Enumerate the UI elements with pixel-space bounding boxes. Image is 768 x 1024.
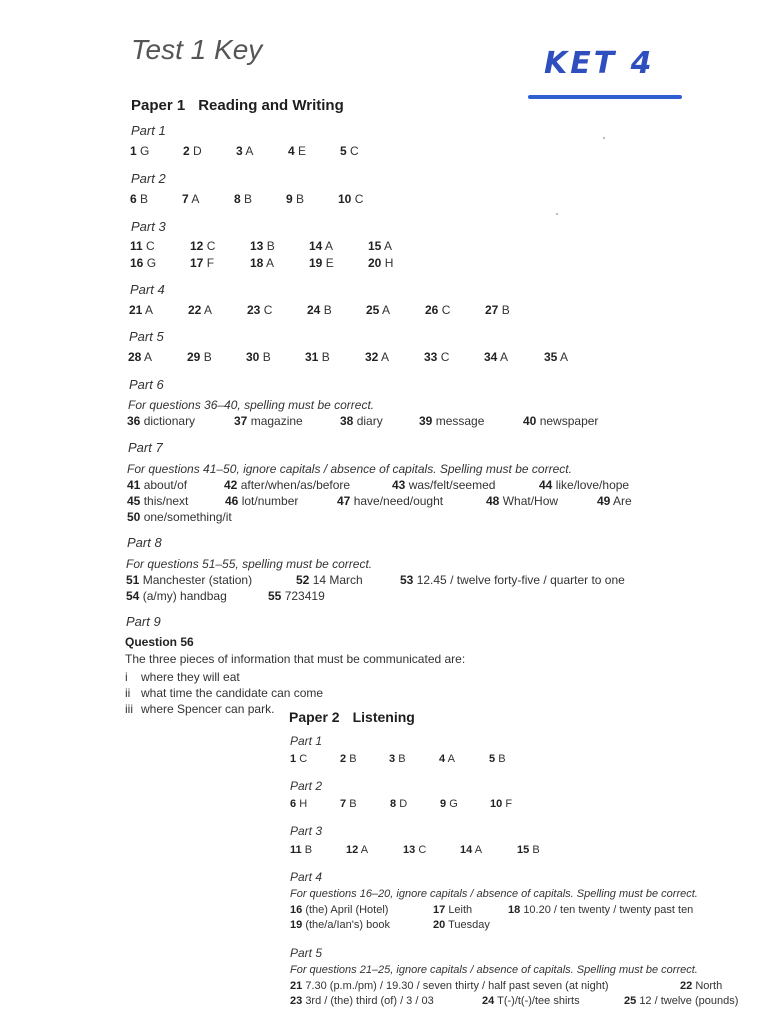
scan-speck xyxy=(603,137,605,139)
answer-item: 1 C xyxy=(290,753,308,765)
answer-item: 1 G xyxy=(130,144,150,158)
answer-item: 23 C xyxy=(247,303,273,317)
answer-item: 11 B xyxy=(290,844,313,856)
answer-item: 2 B xyxy=(340,753,357,765)
answer-item: 7 B xyxy=(340,798,357,810)
answer-item: 9 B xyxy=(286,192,305,206)
answer-item: 10 F xyxy=(490,798,513,810)
answer-item: 54 (a/my) handbag xyxy=(126,589,227,603)
answer-item: 6 B xyxy=(130,192,149,206)
answer-item: 24 B xyxy=(307,303,332,317)
p1-part2-label: Part 2 xyxy=(131,171,166,186)
answer-item: 22 A xyxy=(188,303,213,317)
answer-item: 35 A xyxy=(544,350,569,364)
p1-part6-instruction: For questions 36–40, spelling must be correct. xyxy=(128,398,375,412)
p1-part7-label: Part 7 xyxy=(128,440,163,455)
p1-part1-label: Part 1 xyxy=(131,123,166,138)
scan-speck xyxy=(556,213,558,215)
p2-part3-label: Part 3 xyxy=(290,824,323,838)
answer-item: 20 Tuesday xyxy=(433,919,490,931)
answer-item: 14 A xyxy=(309,239,334,253)
answer-item: 23 3rd / (the) third (of) / 3 / 03 xyxy=(290,995,434,1007)
answer-item: 25 A xyxy=(366,303,391,317)
answer-item: 7 A xyxy=(182,192,200,206)
question-56-heading: Question 56 xyxy=(125,635,194,649)
p2-part1-label: Part 1 xyxy=(290,734,323,748)
p1-part8-label: Part 8 xyxy=(127,535,162,550)
paper1-name: Reading and Writing xyxy=(198,97,344,114)
answer-item: 16 G xyxy=(130,256,157,270)
answer-item: 51 Manchester (station) xyxy=(126,573,253,587)
answer-item: 17 Leith xyxy=(433,904,473,916)
answer-item: 20 H xyxy=(368,256,394,270)
p1-part7-instruction: For questions 41–50, ignore capitals / absence of capitals. Spelling must be correct. xyxy=(127,462,572,476)
answer-item: 21 A xyxy=(129,303,154,317)
answer-item: 42 after/when/as/before xyxy=(224,478,351,492)
answer-item: 13 B xyxy=(250,239,275,253)
p1-part4-label: Part 4 xyxy=(130,282,165,297)
question-56-intro: The three pieces of information that must be communicated are: xyxy=(125,652,466,666)
answer-item: 11 C xyxy=(130,239,155,253)
p1-part3-label: Part 3 xyxy=(131,219,166,234)
answer-item: 26 C xyxy=(425,303,451,317)
answer-item: 16 (the) April (Hotel) xyxy=(290,904,389,916)
answer-item: 12 C xyxy=(190,239,216,253)
answer-item: 55 723419 xyxy=(268,589,325,603)
answer-item: 47 have/need/ought xyxy=(337,494,444,508)
answer-item: 45 this/next xyxy=(127,494,189,508)
answer-item: 28 A xyxy=(128,350,153,364)
answer-item: 41 about/of xyxy=(127,478,188,492)
answer-item: 37 magazine xyxy=(234,414,303,428)
answer-item: 30 B xyxy=(246,350,271,364)
answer-item: 6 H xyxy=(290,798,308,810)
answer-item: 27 B xyxy=(485,303,510,317)
answer-item: 2 D xyxy=(183,144,202,158)
answer-item: 29 B xyxy=(187,350,212,364)
handwritten-underline xyxy=(528,95,682,99)
paper1-number: Paper 1 xyxy=(131,97,186,114)
answer-item: 33 C xyxy=(424,350,450,364)
p2-part4-instruction: For questions 16–20, ignore capitals / absence of capitals. Spelling must be correct. xyxy=(290,888,698,900)
p2-part5-label: Part 5 xyxy=(290,946,323,960)
answer-item: 3 B xyxy=(389,753,406,765)
answer-item: 21 7.30 (p.m./pm) / 19.30 / seven thirty / half past seven (at night) xyxy=(290,980,609,992)
answer-item: 32 A xyxy=(365,350,390,364)
answer-item: 48 What/How xyxy=(486,494,559,508)
answer-item: 25 12 / twelve (pounds) xyxy=(624,995,739,1007)
answer-item: 10 C xyxy=(338,192,364,206)
answer-item: 34 A xyxy=(484,350,509,364)
answer-item: 8 D xyxy=(390,798,408,810)
p1-part8-instruction: For questions 51–55, spelling must be correct. xyxy=(126,557,373,571)
answer-item: 15 B xyxy=(517,844,540,856)
answer-item: 19 E xyxy=(309,256,334,270)
answer-item: 5 B xyxy=(489,753,506,765)
answer-item: 14 A xyxy=(460,844,483,856)
answer-item: 52 14 March xyxy=(296,573,363,587)
answer-item: 17 F xyxy=(190,256,215,270)
answer-item: 40 newspaper xyxy=(523,414,599,428)
answer-item: 13 C xyxy=(403,844,427,856)
paper1-heading xyxy=(131,97,344,114)
answer-item: 19 (the/a/Ian's) book xyxy=(290,919,390,931)
answer-item: 12 A xyxy=(346,844,369,856)
p1-part5-label: Part 5 xyxy=(129,329,164,344)
answer-item: 49 Are xyxy=(597,494,632,508)
page-title: Test 1 Key xyxy=(131,34,263,65)
answer-item: 9 G xyxy=(440,798,458,810)
p2-part4-label: Part 4 xyxy=(290,870,323,884)
answer-item: 43 was/felt/seemed xyxy=(392,478,496,492)
answer-item: 53 12.45 / twelve forty-five / quarter to one xyxy=(400,573,625,587)
answer-item: 15 A xyxy=(368,239,393,253)
handwritten-note: KET 4 xyxy=(544,46,655,81)
answer-item: 38 diary xyxy=(340,414,383,428)
answer-item: 39 message xyxy=(419,414,485,428)
answer-item: 36 dictionary xyxy=(127,414,196,428)
p1-part9-label: Part 9 xyxy=(126,614,161,629)
list-item: ii what time the candidate can come xyxy=(125,686,324,700)
answer-item: 5 C xyxy=(340,144,359,158)
list-item: i where they will eat xyxy=(125,670,240,684)
answer-item: 46 lot/number xyxy=(225,494,299,508)
p2-part5-instruction: For questions 21–25, ignore capitals / absence of capitals. Spelling must be correct. xyxy=(290,964,698,976)
answer-item: 8 B xyxy=(234,192,253,206)
answer-item: 3 A xyxy=(236,144,254,158)
paper2-number: Paper 2 xyxy=(289,709,340,725)
p1-part6-label: Part 6 xyxy=(129,377,164,392)
answer-item: 22 North xyxy=(680,980,723,992)
p2-part2-label: Part 2 xyxy=(290,779,323,793)
answer-item: 50 one/something/it xyxy=(127,510,232,524)
answer-item: 4 A xyxy=(439,753,455,765)
list-item: iii where Spencer can park. xyxy=(125,702,275,716)
answer-item: 24 T(-)/t(-)/tee shirts xyxy=(482,995,580,1007)
paper2-heading xyxy=(289,709,415,725)
answer-item: 4 E xyxy=(288,144,307,158)
paper2-name: Listening xyxy=(352,709,415,725)
answer-item: 44 like/love/hope xyxy=(539,478,630,492)
answer-item: 18 A xyxy=(250,256,275,270)
answer-item: 31 B xyxy=(305,350,330,364)
answer-item: 18 10.20 / ten twenty / twenty past ten xyxy=(508,904,694,916)
